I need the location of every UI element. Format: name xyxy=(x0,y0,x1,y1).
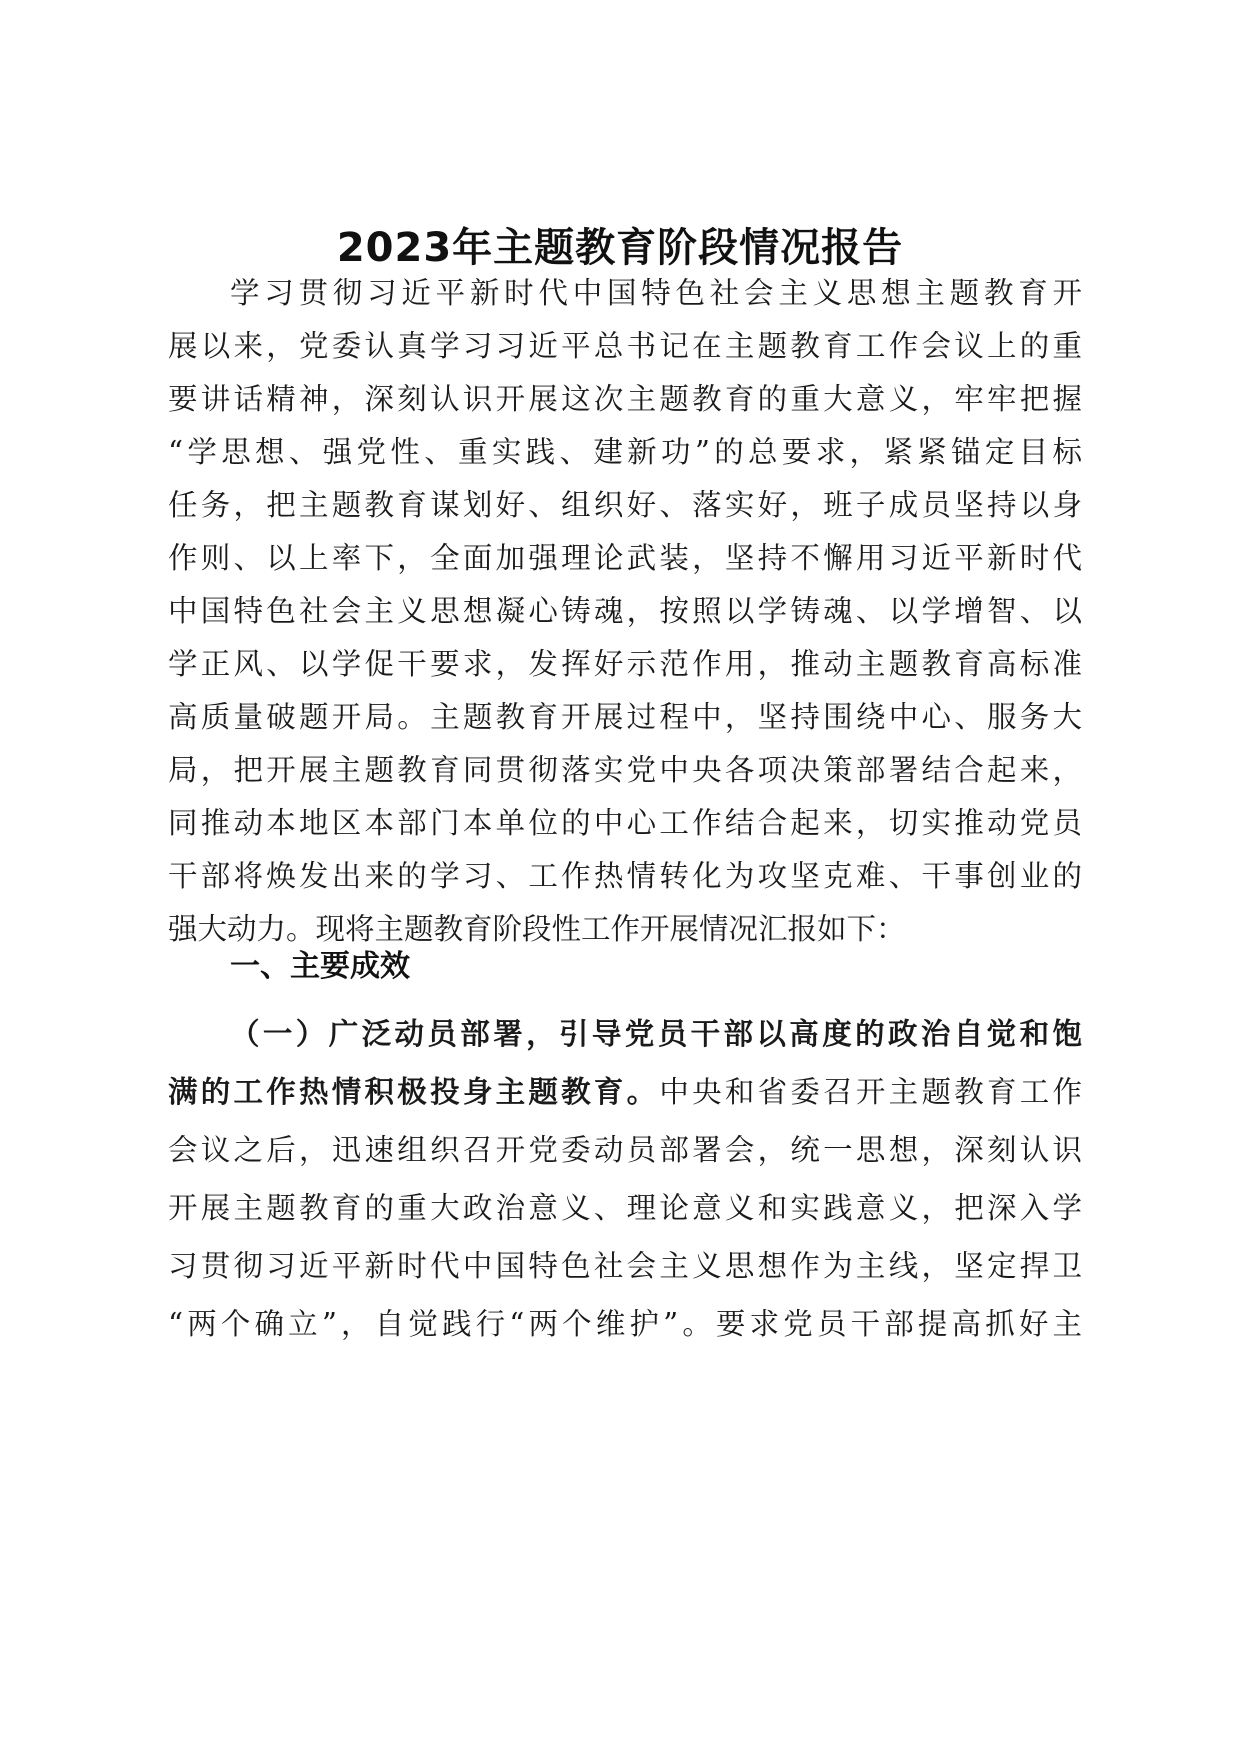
paragraph-line: 高质量破题开局。主题教育开展过程中，坚持围绕中心、服务大 xyxy=(168,700,1082,734)
paragraph-line: 强大动力。现将主题教育阶段性工作开展情况汇报如下： xyxy=(168,912,906,946)
paragraph-line: 任务，把主题教育谋划好、组织好、落实好，班子成员坚持以身 xyxy=(168,488,1082,522)
paragraph-line: 要讲话精神，深刻认识开展这次主题教育的重大意义，牢牢把握 xyxy=(168,382,1082,416)
paragraph-line: “两个确立”，自觉践行“两个维护”。要求党员干部提高抓好主 xyxy=(168,1307,1082,1341)
paragraph-line: 学习贯彻习近平新时代中国特色社会主义思想主题教育开 xyxy=(230,276,1082,310)
document-title: 2023年主题教育阶段情况报告 xyxy=(336,225,904,271)
paragraph-line: 习贯彻习近平新时代中国特色社会主义思想作为主线，坚定捍卫 xyxy=(168,1249,1082,1283)
paragraph-text: 中央和省委召开主题教育工作 xyxy=(659,1075,1082,1109)
paragraph-line: 作则、以上率下，全面加强理论武装，坚持不懈用习近平新时代 xyxy=(168,541,1082,575)
paragraph-line: 开展主题教育的重大政治意义、理论意义和实践意义，把深入学 xyxy=(168,1191,1082,1225)
paragraph-line: “学思想、强党性、重实践、建新功”的总要求，紧紧锚定目标 xyxy=(168,435,1082,469)
paragraph-line: 干部将焕发出来的学习、工作热情转化为攻坚克难、干事创业的 xyxy=(168,859,1082,893)
paragraph-line: 同推动本地区本部门本单位的中心工作结合起来，切实推动党员 xyxy=(168,806,1082,840)
subsection-paragraph xyxy=(168,1005,1082,1353)
paragraph-line: 局，把开展主题教育同贯彻落实党中央各项决策部署结合起来， xyxy=(168,753,1082,787)
section-heading: 一、主要成效 xyxy=(230,949,410,984)
paragraph-line: 中国特色社会主义思想凝心铸魂，按照以学铸魂、以学增智、以 xyxy=(168,594,1082,628)
subsection-heading-tail: 满的工作热情积极投身主题教育。 xyxy=(168,1074,660,1109)
mixed-line xyxy=(168,1063,1082,1121)
intro-paragraph xyxy=(168,267,1082,956)
paragraph-line: 展以来，党委认真学习习近平总书记在主题教育工作会议上的重 xyxy=(168,329,1082,363)
subsection-heading-line: （一）广泛动员部署，引导党员干部以高度的政治自觉和饱 xyxy=(230,1016,1082,1051)
paragraph-line: 学正风、以学促干要求，发挥好示范作用，推动主题教育高标准 xyxy=(168,647,1082,681)
paragraph-line: 会议之后，迅速组织召开党委动员部署会，统一思想，深刻认识 xyxy=(168,1133,1082,1167)
